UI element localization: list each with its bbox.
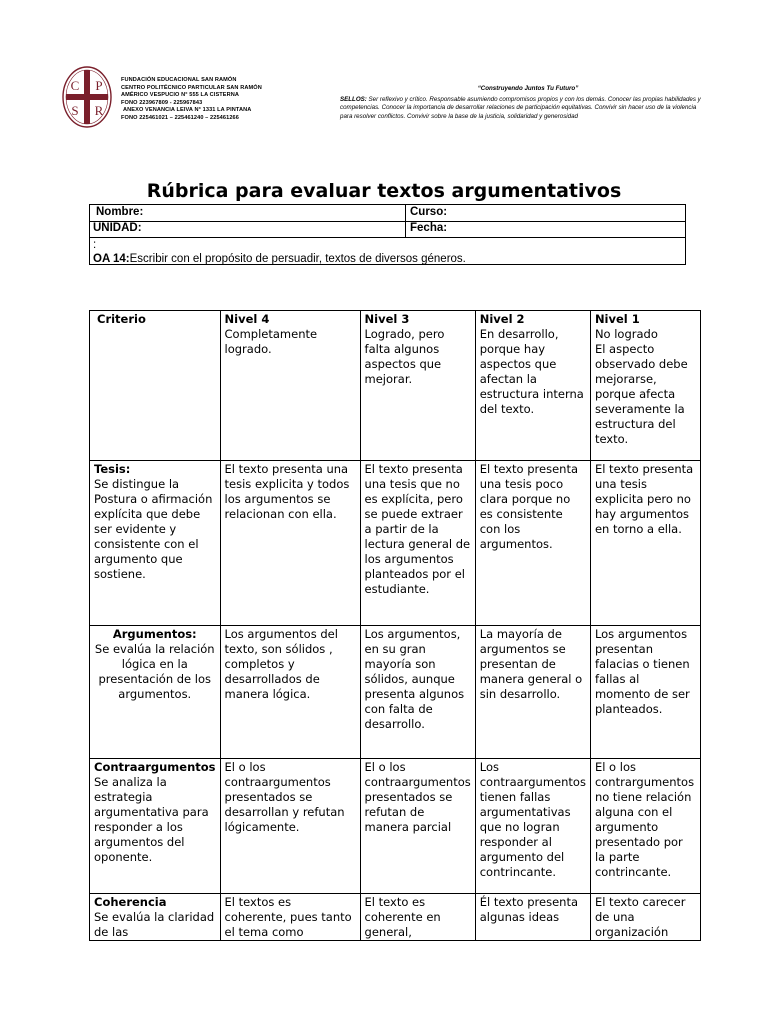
- school-info: [121, 77, 262, 122]
- curso-label: Curso:: [410, 206, 448, 218]
- school-line: ANEXO VENANCIA LEIVA N° 1331 LA PINTANA: [123, 107, 252, 113]
- level-cell: [475, 894, 590, 941]
- level-cell-text: La mayoría de argumentos se presentan de manera general o sin desarrollo.: [479, 627, 583, 701]
- level-cell-text: El textos es coherente, pues tanto el tema como: [224, 895, 352, 939]
- level-header: [590, 311, 700, 461]
- criterion-cell-title: Tesis:: [94, 462, 131, 476]
- level-cell: [590, 626, 700, 759]
- logo-letter: P: [95, 78, 103, 93]
- criterion-cell-text: Se distingue la Postura o afirmación explícita que debe ser evidente y consistente con el argumento que sostiene.: [94, 477, 213, 581]
- level-cell: [475, 461, 590, 626]
- level-cell: [360, 894, 475, 941]
- level-cell: [590, 894, 700, 941]
- level-cell-text: El texto presenta una tesis poco clara porque no es consistente con los argumentos.: [479, 462, 579, 551]
- school-logo: [62, 66, 112, 128]
- level-cell: [220, 461, 360, 626]
- school-line: FONO 225461021 – 225461240 – 225461266: [121, 114, 239, 121]
- level-cell-text: Los contraargumentos tienen fallas argumentativas que no logran responder al argumento del contrincante.: [479, 760, 586, 879]
- level-cell-text: El texto presenta una tesis que no es explícita, pero se puede extraer a partir de la lectura general de los argumentos planteados por el estudiante.: [364, 462, 471, 596]
- level-cell: [475, 626, 590, 759]
- logo-letter: R: [94, 103, 104, 118]
- school-line: FONO 223967809 - 225967843: [121, 99, 203, 106]
- level-cell: [220, 626, 360, 759]
- criterion-cell: [90, 759, 221, 894]
- criterion-header-title: Criterio: [97, 312, 146, 326]
- unidad-label: UNIDAD:: [93, 222, 142, 234]
- info-row-nombre: [90, 205, 685, 222]
- level-cell: [360, 461, 475, 626]
- objective-text: Escribir con el propósito de persuadir, textos de diversos géneros.: [129, 253, 466, 265]
- level-cell: [220, 894, 360, 941]
- level-cell-text: El texto es coherente en general,: [364, 895, 441, 939]
- rubric-header-row: [90, 311, 701, 461]
- level-cell: [475, 759, 590, 894]
- sellos-label: SELLOS:: [340, 95, 367, 103]
- criterion-header: [90, 311, 221, 461]
- level-header: [475, 311, 590, 461]
- motto: “Construyendo Juntos Tu Futuro”: [477, 85, 579, 92]
- level-cell-text: El texto carecer de una organización: [594, 895, 686, 939]
- level-header-title: Nivel 1: [594, 312, 640, 326]
- level-header-text: En desarrollo, porque hay aspectos que afectan la estructura interna del texto.: [479, 327, 584, 416]
- criterion-cell: [90, 461, 221, 626]
- level-cell-text: El o los contraargumentos presentados se desarrollan y refutan lógicamente.: [224, 760, 345, 834]
- rubric-row: [90, 759, 701, 894]
- document-title: Rúbrica para evaluar textos argumentativos: [146, 180, 622, 202]
- level-cell: [590, 461, 700, 626]
- school-line: FUNDACIÓN EDUCACIONAL SAN RAMÓN: [121, 77, 237, 83]
- criterion-cell-title: Contraargumentos: [94, 760, 216, 774]
- criterion-cell-title: Argumentos:: [112, 627, 197, 641]
- level-cell-text: Los argumentos, en su gran mayoría son sólidos, aunque presenta algunos con falta de desarrollo.: [364, 627, 465, 731]
- criterion-cell: [90, 626, 221, 759]
- objective: [93, 238, 466, 266]
- sellos-text: Ser reflexivo y crítico. Responsable asumiendo compromisos propios y con los demás. Conocer las propias habilidades y competencias. Conocer la importancia de desarrollar relaciones de participación equitativas. Convivir sin hacer uso de la violencia para resolver conflictos. Convivir sobre la base de la justicia, solidaridad y generosidad: [340, 95, 701, 120]
- level-cell-text: El texto presenta una tesis explicita y todos los argumentos se relacionan con ella.: [224, 462, 350, 521]
- motto-block: [340, 85, 702, 121]
- info-divider: [405, 205, 406, 237]
- level-cell-text: El o los contraargumentos presentados se refutan de manera parcial: [364, 760, 471, 834]
- criterion-cell-title: Coherencia: [94, 895, 167, 909]
- criterion-cell-text: Se evalúa la relación lógica en la presentación de los argumentos.: [94, 642, 215, 701]
- fecha-label: Fecha:: [410, 222, 448, 234]
- level-cell-text: El texto presenta una tesis explicita pero no hay argumentos en torno a ella.: [594, 462, 694, 536]
- criterion-cell: [90, 894, 221, 941]
- level-cell: [590, 759, 700, 894]
- level-header-text: Logrado, pero falta algunos aspectos que mejorar.: [364, 327, 445, 386]
- level-cell-text: Él texto presenta algunas ideas: [479, 895, 579, 924]
- rubric-row: [90, 626, 701, 759]
- school-line: CENTRO POLITÉCNICO PARTICULAR SAN RAMÓN: [121, 84, 262, 91]
- level-cell: [360, 626, 475, 759]
- level-header-text: Completamente logrado.: [224, 327, 318, 356]
- level-header: [220, 311, 360, 461]
- level-cell-text: El o los contrargumentos no tiene relación alguna con el argumento presentado por la parte contrincante.: [594, 760, 695, 879]
- student-info-table: [89, 204, 686, 265]
- level-header-title: Nivel 4: [224, 312, 270, 326]
- level-cell: [360, 759, 475, 894]
- rubric-row: [90, 894, 701, 941]
- info-row-unidad: [90, 221, 685, 238]
- criterion-cell-text: Se evalúa la claridad de las: [94, 910, 215, 939]
- criterion-cell-text: Se analiza la estrategia argumentativa para responder a los argumentos del oponente.: [94, 775, 209, 864]
- logo-letter: C: [70, 78, 80, 93]
- school-line: AMÉRICO VESPUCIO N° 555 LA CISTERNA: [121, 92, 240, 98]
- level-header-title: Nivel 3: [364, 312, 410, 326]
- level-header-title: Nivel 2: [479, 312, 525, 326]
- sellos-paragraph: [340, 96, 702, 122]
- level-header-text: No logrado El aspecto observado debe mejorarse, porque afecta severamente la estructura del texto.: [594, 327, 688, 446]
- level-cell: [220, 759, 360, 894]
- level-header: [360, 311, 475, 461]
- rubric-row: [90, 461, 701, 626]
- objective-label: OA 14:: [93, 253, 130, 265]
- level-cell-text: Los argumentos del texto, son sólidos , completos y desarrollados de manera lógica.: [224, 627, 338, 701]
- rubric-table: [89, 310, 701, 941]
- level-cell-text: Los argumentos presentan falacias o tienen fallas al momento de ser planteados.: [594, 627, 690, 716]
- nombre-label: Nombre:: [96, 206, 144, 218]
- objective-colon: :: [93, 239, 97, 251]
- logo-letter: S: [71, 103, 79, 118]
